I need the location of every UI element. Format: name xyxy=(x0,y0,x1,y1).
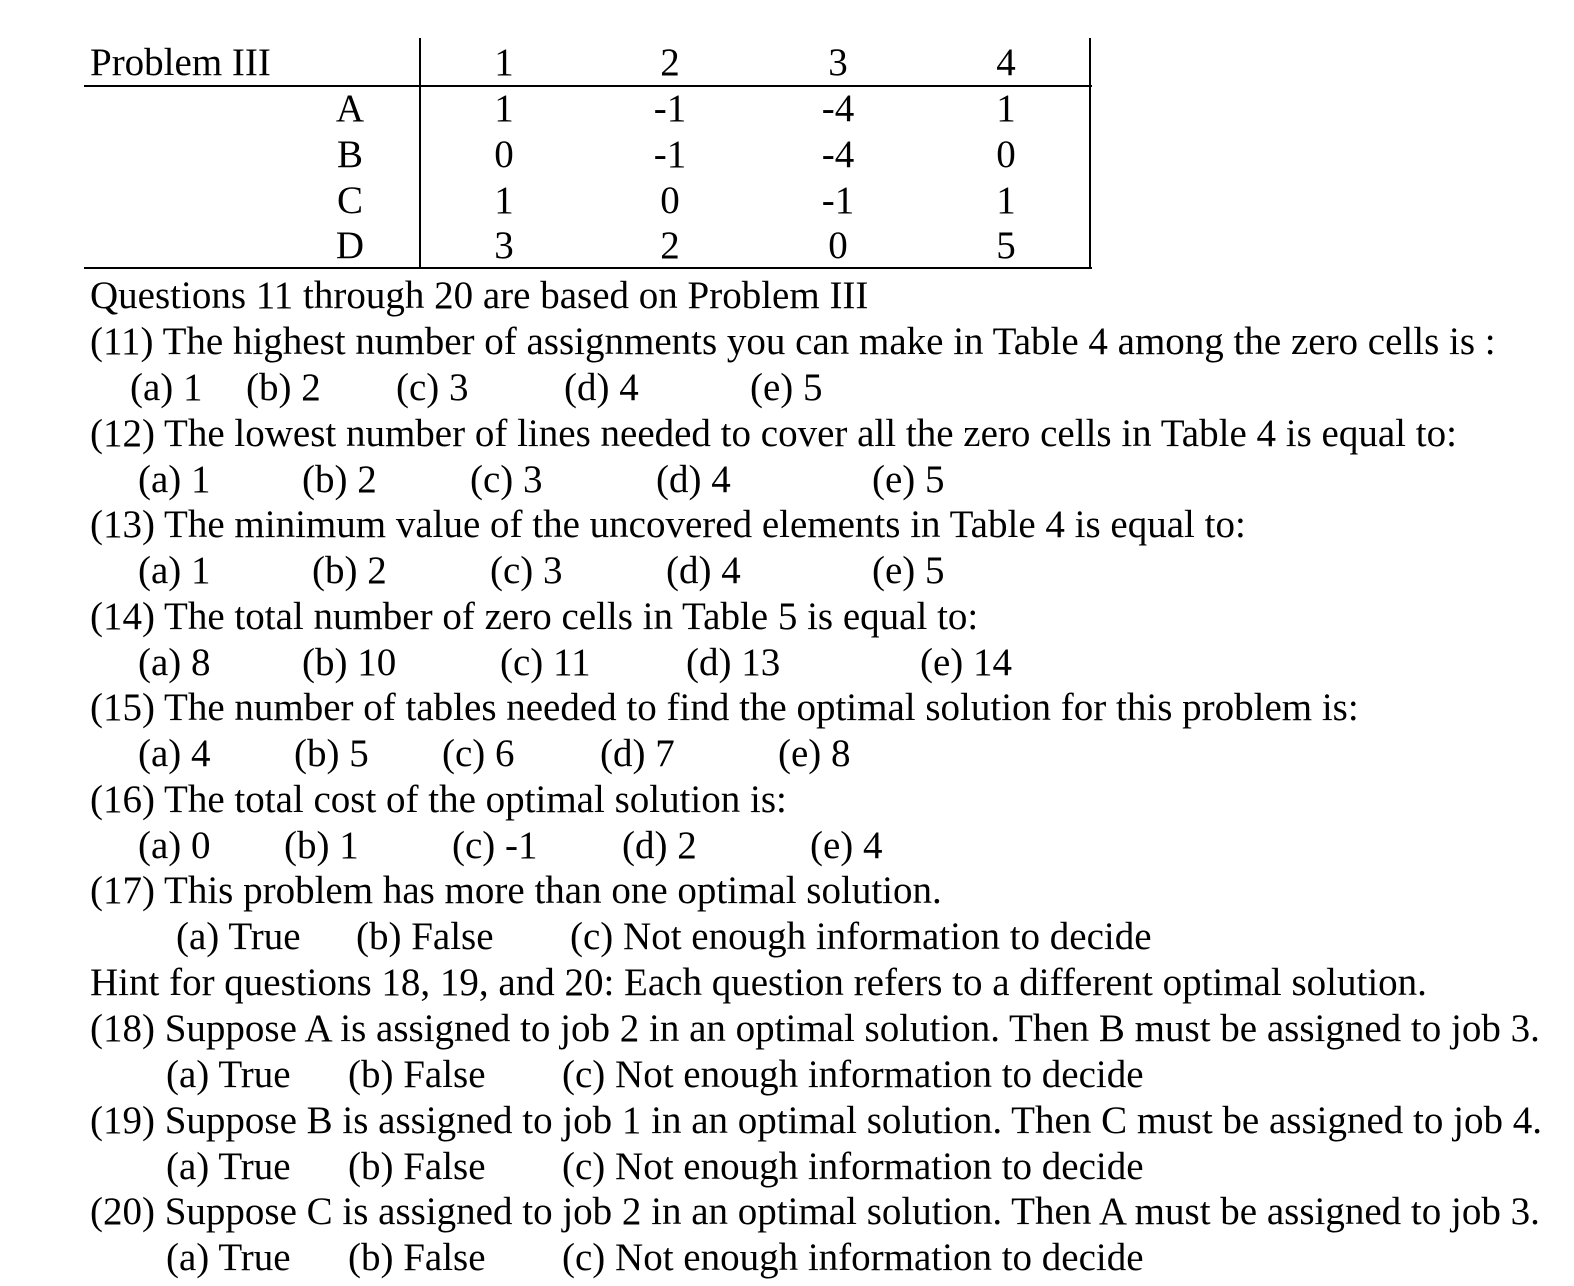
option: (e) 4 xyxy=(810,824,883,867)
option: (e) 5 xyxy=(750,366,823,409)
option: (b) 1 xyxy=(284,824,359,867)
option: (b) False xyxy=(348,1053,486,1096)
table-cell: 0 xyxy=(660,179,680,222)
option: (a) 1 xyxy=(138,549,211,592)
option: (d) 2 xyxy=(622,824,697,867)
option: (e) 14 xyxy=(920,641,1013,684)
option: (e) 5 xyxy=(872,549,945,592)
table-cell: 1 xyxy=(996,87,1016,130)
option: (a) 8 xyxy=(138,641,211,684)
table-divider-vertical xyxy=(419,38,421,269)
table-cell: 0 xyxy=(494,133,514,176)
table-row-label: D xyxy=(335,224,365,267)
question-19: (19) Suppose B is assigned to job 1 in an optimal solution. Then C must be assigned to job 4. xyxy=(90,1099,1542,1142)
option: (d) 7 xyxy=(600,732,675,775)
table-cell: 1 xyxy=(996,179,1016,222)
option: (e) 5 xyxy=(872,458,945,501)
option: (b) False xyxy=(348,1236,486,1279)
option: (c) -1 xyxy=(452,824,538,867)
question-11: (11) The highest number of assignments you can make in Table 4 among the zero cells is : xyxy=(90,320,1496,363)
table-cell: -1 xyxy=(821,179,855,222)
table-column-header: 4 xyxy=(996,41,1016,84)
option: (a) True xyxy=(166,1053,291,1096)
question-20: (20) Suppose C is assigned to job 2 in an optimal solution. Then A must be assigned to job 3. xyxy=(90,1190,1540,1233)
table-cell: -4 xyxy=(821,87,855,130)
table-cell: 2 xyxy=(660,224,680,267)
option: (c) Not enough information to decide xyxy=(562,1053,1144,1096)
hint-text: Hint for questions 18, 19, and 20: Each question refers to a different optimal solution. xyxy=(90,961,1427,1004)
option: (c) 3 xyxy=(490,549,563,592)
question-15: (15) The number of tables needed to find the optimal solution for this problem is: xyxy=(90,686,1359,729)
table-cell: -4 xyxy=(821,133,855,176)
option: (b) 5 xyxy=(294,732,369,775)
table-divider-right xyxy=(1089,38,1091,269)
table-cell: 1 xyxy=(494,179,514,222)
option: (a) True xyxy=(176,915,301,958)
question-13: (13) The minimum value of the uncovered elements in Table 4 is equal to: xyxy=(90,503,1246,546)
option: (d) 13 xyxy=(686,641,781,684)
table-bottom-rule xyxy=(84,267,1092,269)
option: (c) Not enough information to decide xyxy=(562,1145,1144,1188)
question-18: (18) Suppose A is assigned to job 2 in an optimal solution. Then B must be assigned to job 3. xyxy=(90,1007,1540,1050)
table-cell: -1 xyxy=(653,87,687,130)
option: (a) 0 xyxy=(138,824,211,867)
table-row-label: C xyxy=(336,179,363,222)
table-row-label: A xyxy=(335,87,365,130)
option: (d) 4 xyxy=(656,458,731,501)
table-cell: 0 xyxy=(996,133,1016,176)
option: (c) Not enough information to decide xyxy=(562,1236,1144,1279)
table-column-header: 1 xyxy=(494,41,514,84)
option: (b) False xyxy=(348,1145,486,1188)
option: (a) 1 xyxy=(138,458,211,501)
option: (c) 11 xyxy=(500,641,591,684)
option: (c) Not enough information to decide xyxy=(570,915,1152,958)
table-cell: 0 xyxy=(828,224,848,267)
option: (b) 2 xyxy=(312,549,387,592)
option: (a) True xyxy=(166,1236,291,1279)
question-12: (12) The lowest number of lines needed to cover all the zero cells in Table 4 is equal to: xyxy=(90,412,1457,455)
option: (a) 1 xyxy=(130,366,203,409)
question-14: (14) The total number of zero cells in Table 5 is equal to: xyxy=(90,595,979,638)
table-cell: 5 xyxy=(996,224,1016,267)
option: (b) 2 xyxy=(302,458,377,501)
table-cell: 3 xyxy=(494,224,514,267)
option: (b) 2 xyxy=(246,366,321,409)
table-cell: -1 xyxy=(653,133,687,176)
option: (b) 10 xyxy=(302,641,397,684)
option: (d) 4 xyxy=(666,549,741,592)
table-column-header: 2 xyxy=(660,41,680,84)
option: (c) 3 xyxy=(396,366,469,409)
table-title: Problem III xyxy=(90,41,271,84)
option: (c) 6 xyxy=(442,732,515,775)
questions-intro: Questions 11 through 20 are based on Problem III xyxy=(90,274,869,317)
option: (a) 4 xyxy=(138,732,211,775)
question-16: (16) The total cost of the optimal solution is: xyxy=(90,778,787,821)
option: (e) 8 xyxy=(778,732,851,775)
option: (c) 3 xyxy=(470,458,543,501)
table-column-header: 3 xyxy=(828,41,848,84)
problem-table xyxy=(84,38,1092,269)
option: (a) True xyxy=(166,1145,291,1188)
table-cell: 1 xyxy=(494,87,514,130)
option: (b) False xyxy=(356,915,494,958)
question-17: (17) This problem has more than one optimal solution. xyxy=(90,869,942,912)
option: (d) 4 xyxy=(564,366,639,409)
table-row-label: B xyxy=(336,133,363,176)
